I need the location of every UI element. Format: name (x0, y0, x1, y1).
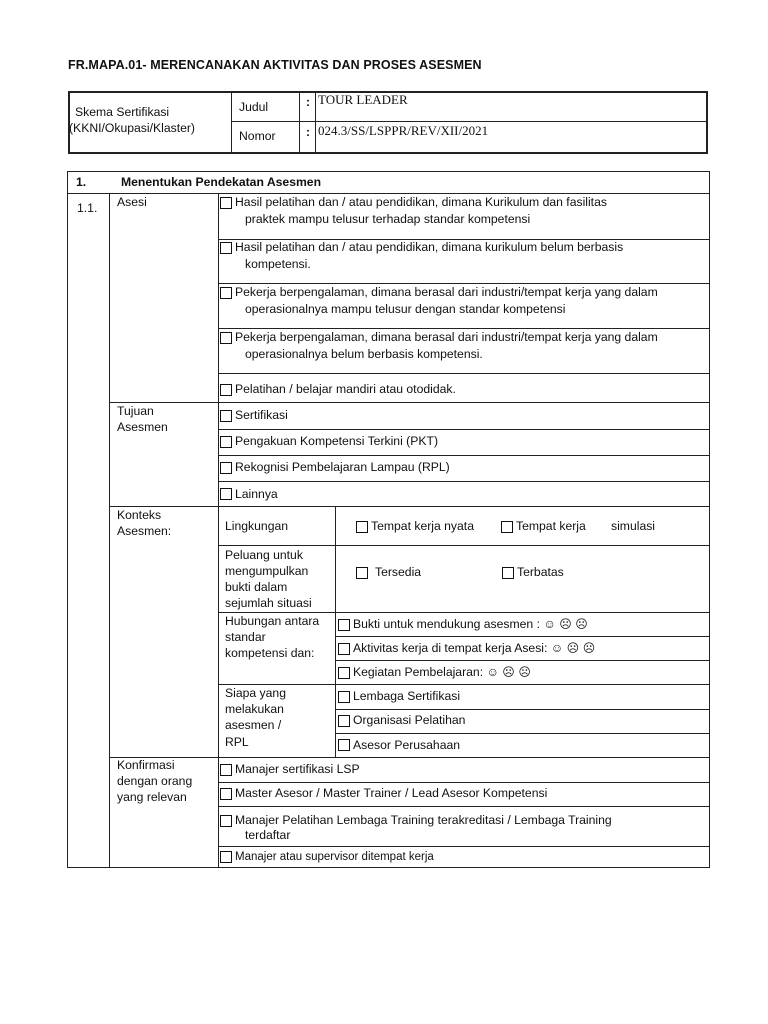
tujuan-option-2: Pengakuan Kompetensi Terkini (PKT) (235, 434, 439, 448)
nomor-value: 024.3/SS/LSPPR/REV/XII/2021 (318, 123, 489, 138)
asesi-option-1-line2: praktek mampu telusur terhadap standar kompetensi (245, 212, 531, 226)
tujuan-option-3: Rekognisi Pembelajaran Lampau (RPL) (235, 460, 450, 474)
konfirmasi-option-1-checkbox[interactable] (220, 764, 232, 776)
sub-section-number: 1.1. (77, 201, 98, 215)
section-number: 1. (76, 175, 87, 189)
siapa-label-3: asesmen / (225, 718, 282, 732)
tersedia-label: Tersedia (375, 565, 422, 579)
asesi-option-4-line2: operasionalnya belum berbasis kompetensi. (245, 347, 483, 361)
peluang-label-1: Peluang untuk (225, 548, 303, 562)
hubungan-option-2-checkbox[interactable] (338, 643, 350, 655)
nomor-colon: : (306, 125, 311, 139)
tempat-kerja-simulasi-label: Tempat kerja (516, 519, 586, 533)
hubungan-label-3: kompetensi dan: (225, 646, 315, 660)
peluang-label-3: bukti dalam (225, 580, 288, 594)
siapa-label-2: melakukan (225, 702, 284, 716)
hubungan-option-1: Bukti untuk mendukung asesmen : ☺ ☹ ☹ (353, 617, 588, 631)
asesi-option-2-line2: kompetensi. (245, 257, 311, 271)
asesi-option-4-line1: Pekerja berpengalaman, dimana berasal dari industri/tempat kerja yang dalam (235, 330, 658, 344)
nomor-label: Nomor (239, 129, 276, 143)
tujuan-label-2: Asesmen (117, 420, 168, 434)
konfirmasi-label-1: Konfirmasi (117, 758, 175, 772)
terbatas-checkbox[interactable] (502, 567, 514, 579)
tempat-kerja-simulasi-checkbox[interactable] (501, 521, 513, 533)
siapa-option-1-checkbox[interactable] (338, 691, 350, 703)
konfirmasi-option-2-checkbox[interactable] (220, 788, 232, 800)
asesi-option-1-line1: Hasil pelatihan dan / atau pendidikan, dimana Kurikulum dan fasilitas (235, 195, 607, 209)
asesi-option-2-line1: Hasil pelatihan dan / atau pendidikan, dimana kurikulum belum berbasis (235, 240, 624, 254)
peluang-label-2: mengumpulkan (225, 564, 309, 578)
siapa-option-2-checkbox[interactable] (338, 715, 350, 727)
konfirmasi-option-1-line1: Manajer sertifikasi LSP (235, 762, 360, 776)
judul-label: Judul (239, 100, 269, 114)
konfirmasi-option-3-checkbox[interactable] (220, 815, 232, 827)
terbatas-label: Terbatas (517, 565, 564, 579)
peluang-label-4: sejumlah situasi (225, 596, 312, 610)
konfirmasi-label-3: yang relevan (117, 790, 187, 804)
siapa-option-3: Asesor Perusahaan (353, 738, 461, 752)
tujuan-option-3-checkbox[interactable] (220, 462, 232, 474)
siapa-option-1: Lembaga Sertifikasi (353, 689, 461, 703)
konfirmasi-option-3-line1: Manajer Pelatihan Lembaga Training terakreditasi / Lembaga Training (235, 813, 612, 827)
asesi-option-3-line1: Pekerja berpengalaman, dimana berasal dari industri/tempat kerja yang dalam (235, 285, 658, 299)
simulasi-label: simulasi (611, 519, 656, 533)
asesi-option-4-checkbox[interactable] (220, 332, 232, 344)
skema-label-1: Skema Sertifikasi (75, 105, 170, 119)
konteks-label-1: Konteks (117, 508, 162, 522)
tersedia-checkbox[interactable] (356, 567, 368, 579)
tempat-kerja-nyata-label: Tempat kerja nyata (371, 519, 474, 533)
hubungan-option-1-checkbox[interactable] (338, 619, 350, 631)
konfirmasi-option-4-line1: Manajer atau supervisor ditempat kerja (235, 851, 434, 863)
asesi-option-5-checkbox[interactable] (220, 384, 232, 396)
hubungan-label-1: Hubungan antara (225, 614, 320, 628)
hubungan-option-3-checkbox[interactable] (338, 667, 350, 679)
hubungan-option-2: Aktivitas kerja di tempat kerja Asesi: ☺ ☹ ☹ (353, 641, 596, 655)
judul-value: TOUR LEADER (318, 92, 408, 107)
lingkungan-label: Lingkungan (225, 519, 289, 533)
konfirmasi-option-2-line1: Master Asesor / Master Trainer / Lead Asesor Kompetensi (235, 786, 548, 800)
tujuan-label-1: Tujuan (117, 404, 154, 418)
tujuan-option-2-checkbox[interactable] (220, 436, 232, 448)
konfirmasi-label-2: dengan orang (117, 774, 193, 788)
asesi-label: Asesi (117, 195, 147, 209)
konteks-label-2: Asesmen: (117, 524, 172, 538)
skema-label-2: (KKNI/Okupasi/Klaster) (69, 121, 195, 135)
asesi-option-3-line2: operasionalnya mampu telusur dengan standar kompetensi (245, 302, 566, 316)
judul-colon: : (306, 95, 311, 109)
konfirmasi-option-3-line2: terdaftar (245, 828, 291, 842)
tujuan-option-1: Sertifikasi (235, 408, 288, 422)
siapa-option-3-checkbox[interactable] (338, 739, 350, 751)
tujuan-option-1-checkbox[interactable] (220, 410, 232, 422)
page-title: FR.MAPA.01- MERENCANAKAN AKTIVITAS DAN PROSES ASESMEN (68, 58, 482, 72)
siapa-option-2: Organisasi Pelatihan (353, 713, 466, 727)
section-title: Menentukan Pendekatan Asesmen (121, 175, 322, 189)
siapa-label-4: RPL (225, 735, 249, 749)
asesi-option-1-checkbox[interactable] (220, 197, 232, 209)
hubungan-label-2: standar (225, 630, 266, 644)
asesi-option-5-line1: Pelatihan / belajar mandiri atau otodidak. (235, 382, 456, 396)
tempat-kerja-nyata-checkbox[interactable] (356, 521, 368, 533)
konfirmasi-option-4-checkbox[interactable] (220, 851, 232, 863)
hubungan-option-3: Kegiatan Pembelajaran: ☺ ☹ ☹ (353, 665, 532, 679)
asesi-option-2-checkbox[interactable] (220, 242, 232, 254)
asesi-option-3-checkbox[interactable] (220, 287, 232, 299)
tujuan-option-4: Lainnya (235, 487, 278, 501)
tujuan-option-4-checkbox[interactable] (220, 488, 232, 500)
siapa-label-1: Siapa yang (225, 686, 286, 700)
